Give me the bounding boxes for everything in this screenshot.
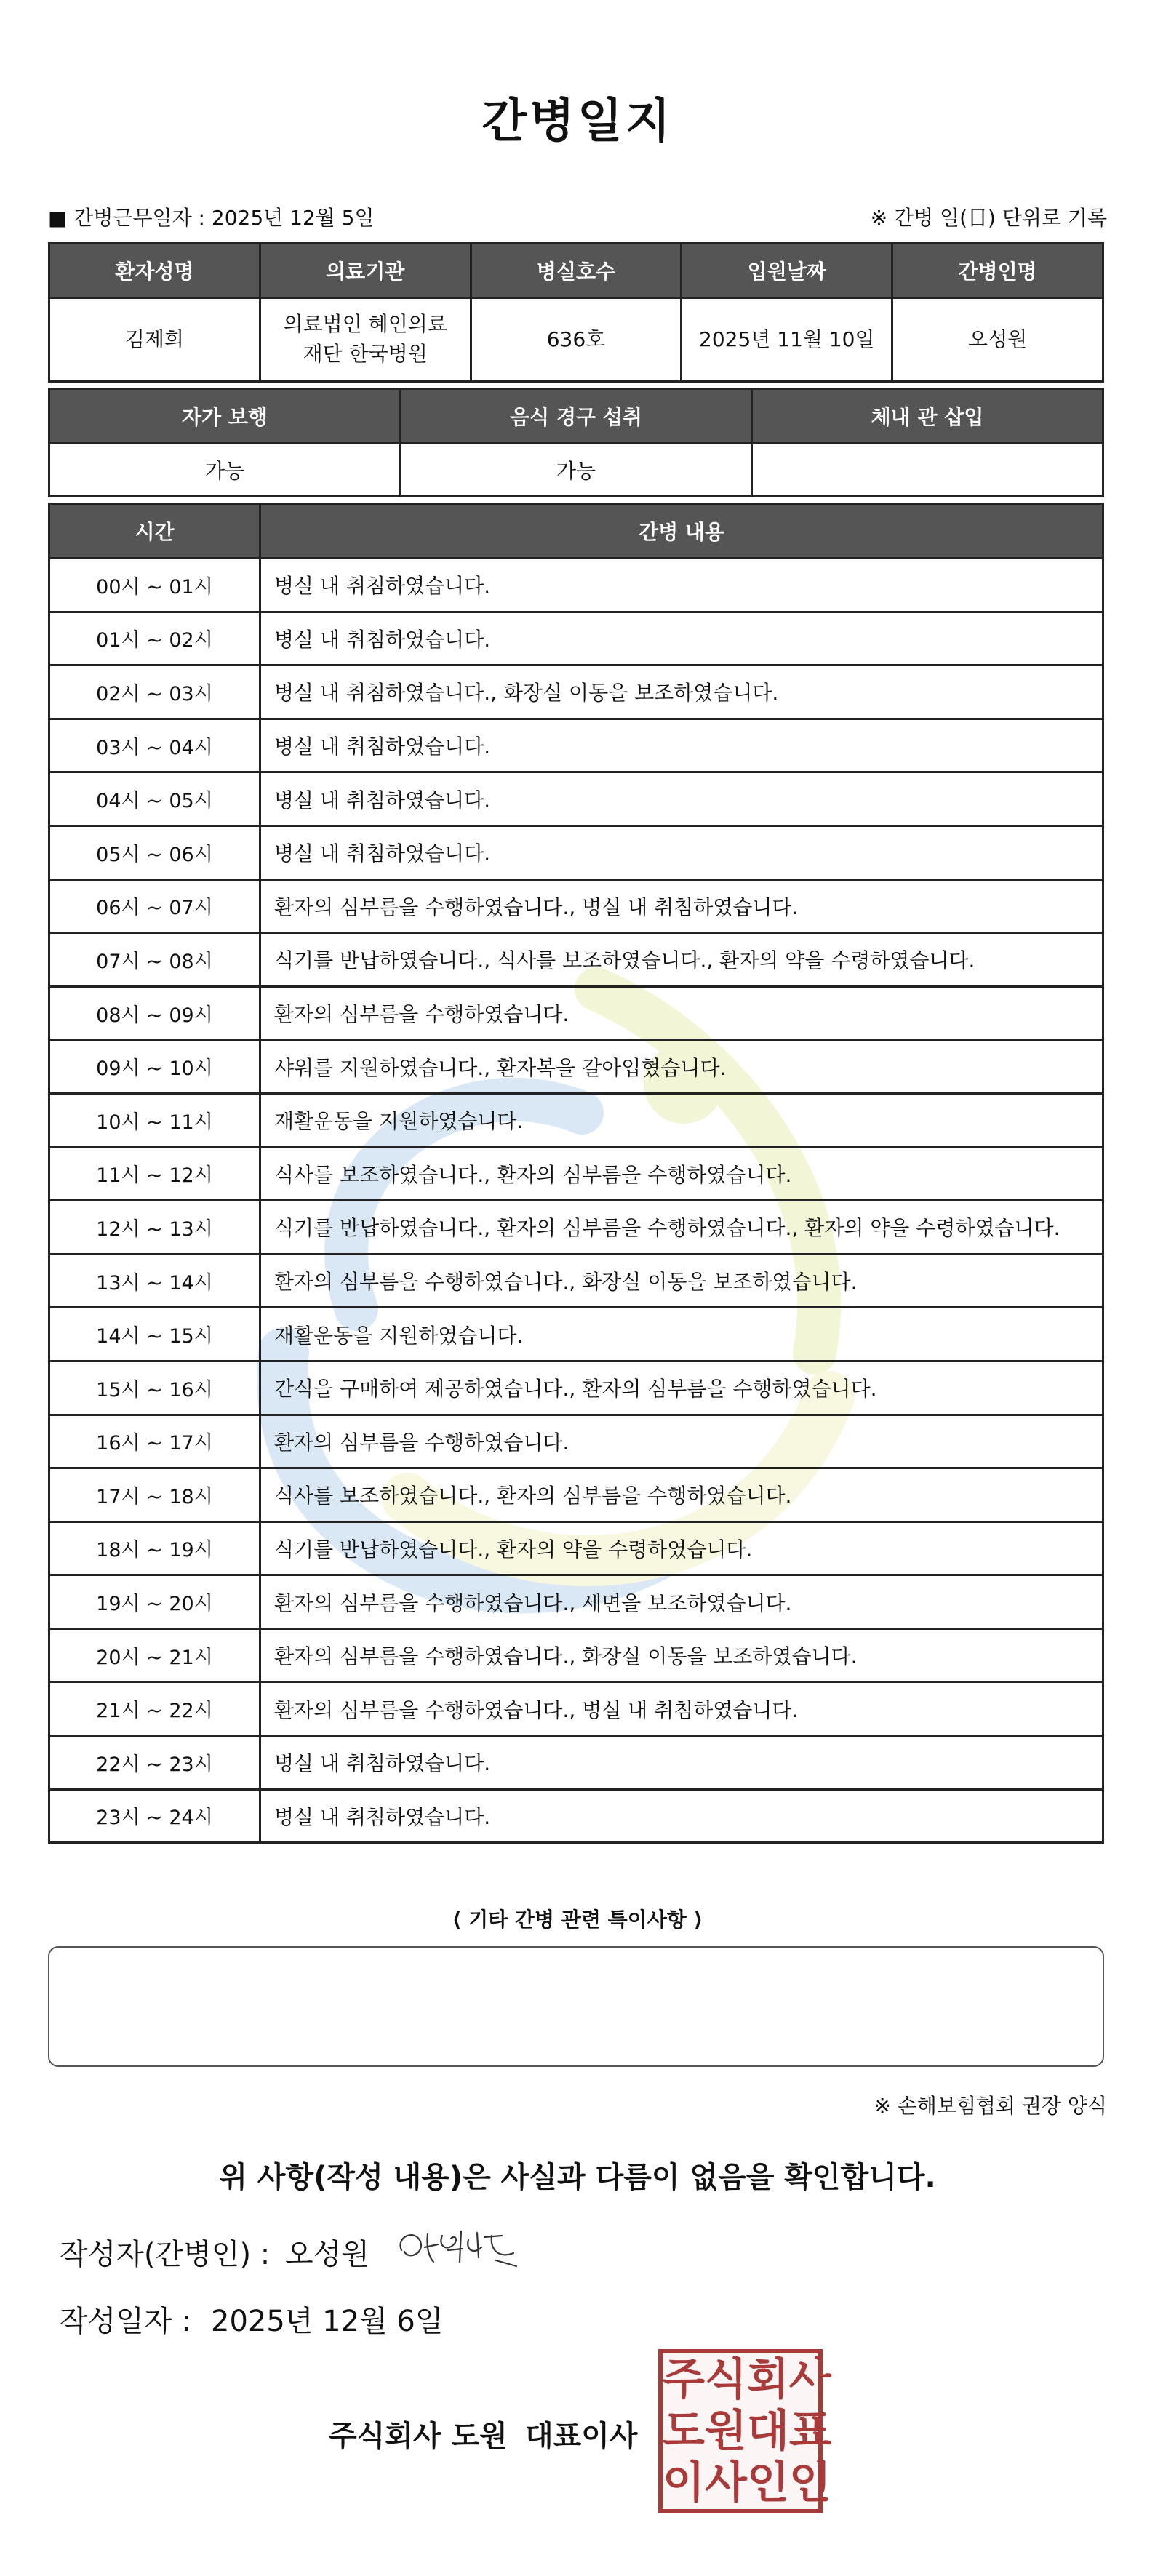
- table-row: [49, 1789, 1103, 1843]
- log-content: 식사를 보조하였습니다., 환자의 심부름을 수행하였습니다.: [260, 1468, 1103, 1522]
- log-time: 01시 ~ 02시: [49, 612, 260, 665]
- header-care-content: 간병 내용: [260, 504, 1103, 559]
- table-row: [49, 1575, 1103, 1629]
- log-content: 식기를 반납하였습니다., 환자의 약을 수령하였습니다.: [260, 1521, 1103, 1575]
- handwritten-signature: [393, 2218, 524, 2276]
- log-content: 식사를 보조하였습니다., 환자의 심부름을 수행하였습니다.: [260, 1147, 1103, 1201]
- log-content: 식기를 반납하였습니다., 환자의 심부름을 수행하였습니다., 환자의 약을 수령하였습니다.: [260, 1201, 1103, 1255]
- header-admission-date: 입원날짜: [682, 244, 892, 298]
- header-tube-insertion: 체내 관 삽입: [752, 389, 1103, 444]
- table-header-row: [49, 389, 1103, 444]
- company-seal-stamp: [658, 2349, 831, 2513]
- seal-character: 회: [746, 2353, 789, 2405]
- seal-character: 인: [746, 2457, 789, 2509]
- log-time: 07시 ~ 08시: [49, 933, 260, 987]
- table-row: [49, 612, 1103, 665]
- log-content: 샤워를 지원하였습니다., 환자복을 갈아입혔습니다.: [260, 1040, 1103, 1094]
- work-date: [48, 202, 375, 231]
- table-header-row: [49, 504, 1103, 559]
- table-row: [49, 298, 1103, 382]
- log-time: 00시 ~ 01시: [49, 559, 260, 612]
- table-row: [49, 772, 1103, 826]
- log-time: 11시 ~ 12시: [49, 1147, 260, 1201]
- care-log-table: [48, 503, 1104, 1844]
- table-row: [49, 879, 1103, 933]
- company-name: 주식회사 도원: [329, 2420, 508, 2453]
- table-row: [49, 1468, 1103, 1522]
- record-unit-note: ※ 간병 일(日) 단위로 기록: [870, 206, 1107, 230]
- seal-character: 식: [704, 2353, 747, 2405]
- table-row: [49, 1308, 1103, 1361]
- log-content: 병실 내 취침하였습니다., 화장실 이동을 보조하였습니다.: [260, 665, 1103, 719]
- log-time: 05시 ~ 06시: [49, 825, 260, 879]
- written-date-label: 작성일자 :: [60, 2305, 191, 2338]
- form-note: ※ 손해보험협회 권장 양식: [874, 2094, 1107, 2118]
- table-row: [49, 559, 1103, 612]
- header-room: 병실호수: [471, 244, 682, 298]
- log-time: 19시 ~ 20시: [49, 1575, 260, 1629]
- log-content: 병실 내 취침하였습니다.: [260, 772, 1103, 826]
- table-row: [49, 986, 1103, 1040]
- caregiver-name: 오성원: [892, 298, 1103, 382]
- table-row: [49, 1254, 1103, 1308]
- table-row: [49, 1682, 1103, 1736]
- log-time: 16시 ~ 17시: [49, 1415, 260, 1468]
- work-date-label: ■ 간병근무일자 :: [48, 206, 205, 230]
- log-content: 재활운동을 지원하였습니다.: [260, 1093, 1103, 1147]
- table-row: [49, 1093, 1103, 1147]
- log-content: 환자의 심부름을 수행하였습니다., 화장실 이동을 보조하였습니다.: [260, 1628, 1103, 1682]
- remarks-box: [48, 1946, 1104, 2067]
- header-patient-name: 환자성명: [49, 244, 260, 298]
- work-date-value: 2025년 12월 5일: [211, 206, 375, 230]
- log-time: 14시 ~ 15시: [49, 1308, 260, 1361]
- company-title: 대표이사: [525, 2420, 638, 2453]
- log-time: 12시 ~ 13시: [49, 1201, 260, 1255]
- log-content: 환자의 심부름을 수행하였습니다.: [260, 1415, 1103, 1468]
- written-date-value: 2025년 12월 6일: [211, 2305, 444, 2338]
- table-row: [49, 933, 1103, 987]
- document-title: 간병일지: [481, 95, 674, 148]
- remarks-title: ⟨ 기타 간병 관련 특이사항 ⟩: [452, 1908, 703, 1932]
- seal-character: 인: [788, 2457, 831, 2509]
- table-row: [49, 1521, 1103, 1575]
- table-row: [49, 1628, 1103, 1682]
- confirmation-statement: 위 사항(작성 내용)은 사실과 다름이 없음을 확인합니다.: [219, 2161, 936, 2194]
- seal-character: 사: [704, 2457, 747, 2509]
- header-institution: 의료기관: [260, 244, 471, 298]
- table-row: [49, 1040, 1103, 1094]
- tube-insertion-status: [752, 444, 1103, 497]
- admission-date: 2025년 11월 10일: [682, 298, 892, 382]
- log-content: 환자의 심부름을 수행하였습니다.: [260, 986, 1103, 1040]
- table-header-row: [49, 244, 1103, 298]
- table-row: [49, 1147, 1103, 1201]
- table-row: [49, 1361, 1103, 1415]
- log-time: 15시 ~ 16시: [49, 1361, 260, 1415]
- room-number: 636호: [471, 298, 682, 382]
- seal-character: 도: [663, 2405, 705, 2457]
- seal-character: 표: [788, 2405, 831, 2457]
- patient-status-table: [48, 388, 1104, 497]
- table-row: [49, 1415, 1103, 1468]
- log-content: 환자의 심부름을 수행하였습니다., 화장실 이동을 보조하였습니다.: [260, 1254, 1103, 1308]
- table-row: [49, 665, 1103, 719]
- seal-character: 주: [663, 2353, 705, 2405]
- log-content: 병실 내 취침하였습니다.: [260, 612, 1103, 665]
- log-content: 병실 내 취침하였습니다.: [260, 1736, 1103, 1790]
- log-time: 17시 ~ 18시: [49, 1468, 260, 1522]
- log-content: 재활운동을 지원하였습니다.: [260, 1308, 1103, 1361]
- log-time: 20시 ~ 21시: [49, 1628, 260, 1682]
- log-content: 병실 내 취침하였습니다.: [260, 1789, 1103, 1843]
- table-row: [49, 825, 1103, 879]
- log-content: 병실 내 취침하였습니다.: [260, 719, 1103, 772]
- patient-info-table: [48, 242, 1104, 383]
- writer-label: 작성자(간병인) :: [60, 2238, 271, 2271]
- log-content: 환자의 심부름을 수행하였습니다., 세면을 보조하였습니다.: [260, 1575, 1103, 1629]
- log-time: 21시 ~ 22시: [49, 1682, 260, 1736]
- log-time: 06시 ~ 07시: [49, 879, 260, 933]
- log-content: 간식을 구매하여 제공하였습니다., 환자의 심부름을 수행하였습니다.: [260, 1361, 1103, 1415]
- log-content: 병실 내 취침하였습니다.: [260, 825, 1103, 879]
- oral-intake-status: 가능: [401, 444, 752, 497]
- log-time: 13시 ~ 14시: [49, 1254, 260, 1308]
- log-time: 09시 ~ 10시: [49, 1040, 260, 1094]
- log-content: 환자의 심부름을 수행하였습니다., 병실 내 취침하였습니다.: [260, 1682, 1103, 1736]
- seal-character: 사: [788, 2353, 831, 2405]
- table-row: [49, 1736, 1103, 1790]
- log-time: 18시 ~ 19시: [49, 1521, 260, 1575]
- log-time: 23시 ~ 24시: [49, 1789, 260, 1843]
- log-time: 03시 ~ 04시: [49, 719, 260, 772]
- header-caregiver: 간병인명: [892, 244, 1103, 298]
- walking-status: 가능: [49, 444, 401, 497]
- patient-name: 김제희: [49, 298, 260, 382]
- log-time: 02시 ~ 03시: [49, 665, 260, 719]
- writer-name: 오성원: [285, 2238, 369, 2271]
- header-oral-intake: 음식 경구 섭취: [401, 389, 752, 444]
- table-row: [49, 444, 1103, 497]
- table-row: [49, 1201, 1103, 1255]
- log-content: 병실 내 취침하였습니다.: [260, 559, 1103, 612]
- seal-character: 이: [663, 2457, 705, 2509]
- log-time: 22시 ~ 23시: [49, 1736, 260, 1790]
- header-walking: 자가 보행: [49, 389, 401, 444]
- care-log-body: [49, 559, 1103, 1843]
- institution-name: 의료법인 혜인의료재단 한국병원: [260, 298, 471, 382]
- log-time: 08시 ~ 09시: [49, 986, 260, 1040]
- seal-character: 원: [704, 2405, 747, 2457]
- header-time: 시간: [49, 504, 260, 559]
- seal-character: 대: [746, 2405, 789, 2457]
- log-time: 04시 ~ 05시: [49, 772, 260, 826]
- table-row: [49, 719, 1103, 772]
- log-content: 환자의 심부름을 수행하였습니다., 병실 내 취침하였습니다.: [260, 879, 1103, 933]
- log-time: 10시 ~ 11시: [49, 1093, 260, 1147]
- log-content: 식기를 반납하였습니다., 식사를 보조하였습니다., 환자의 약을 수령하였습니다.: [260, 933, 1103, 987]
